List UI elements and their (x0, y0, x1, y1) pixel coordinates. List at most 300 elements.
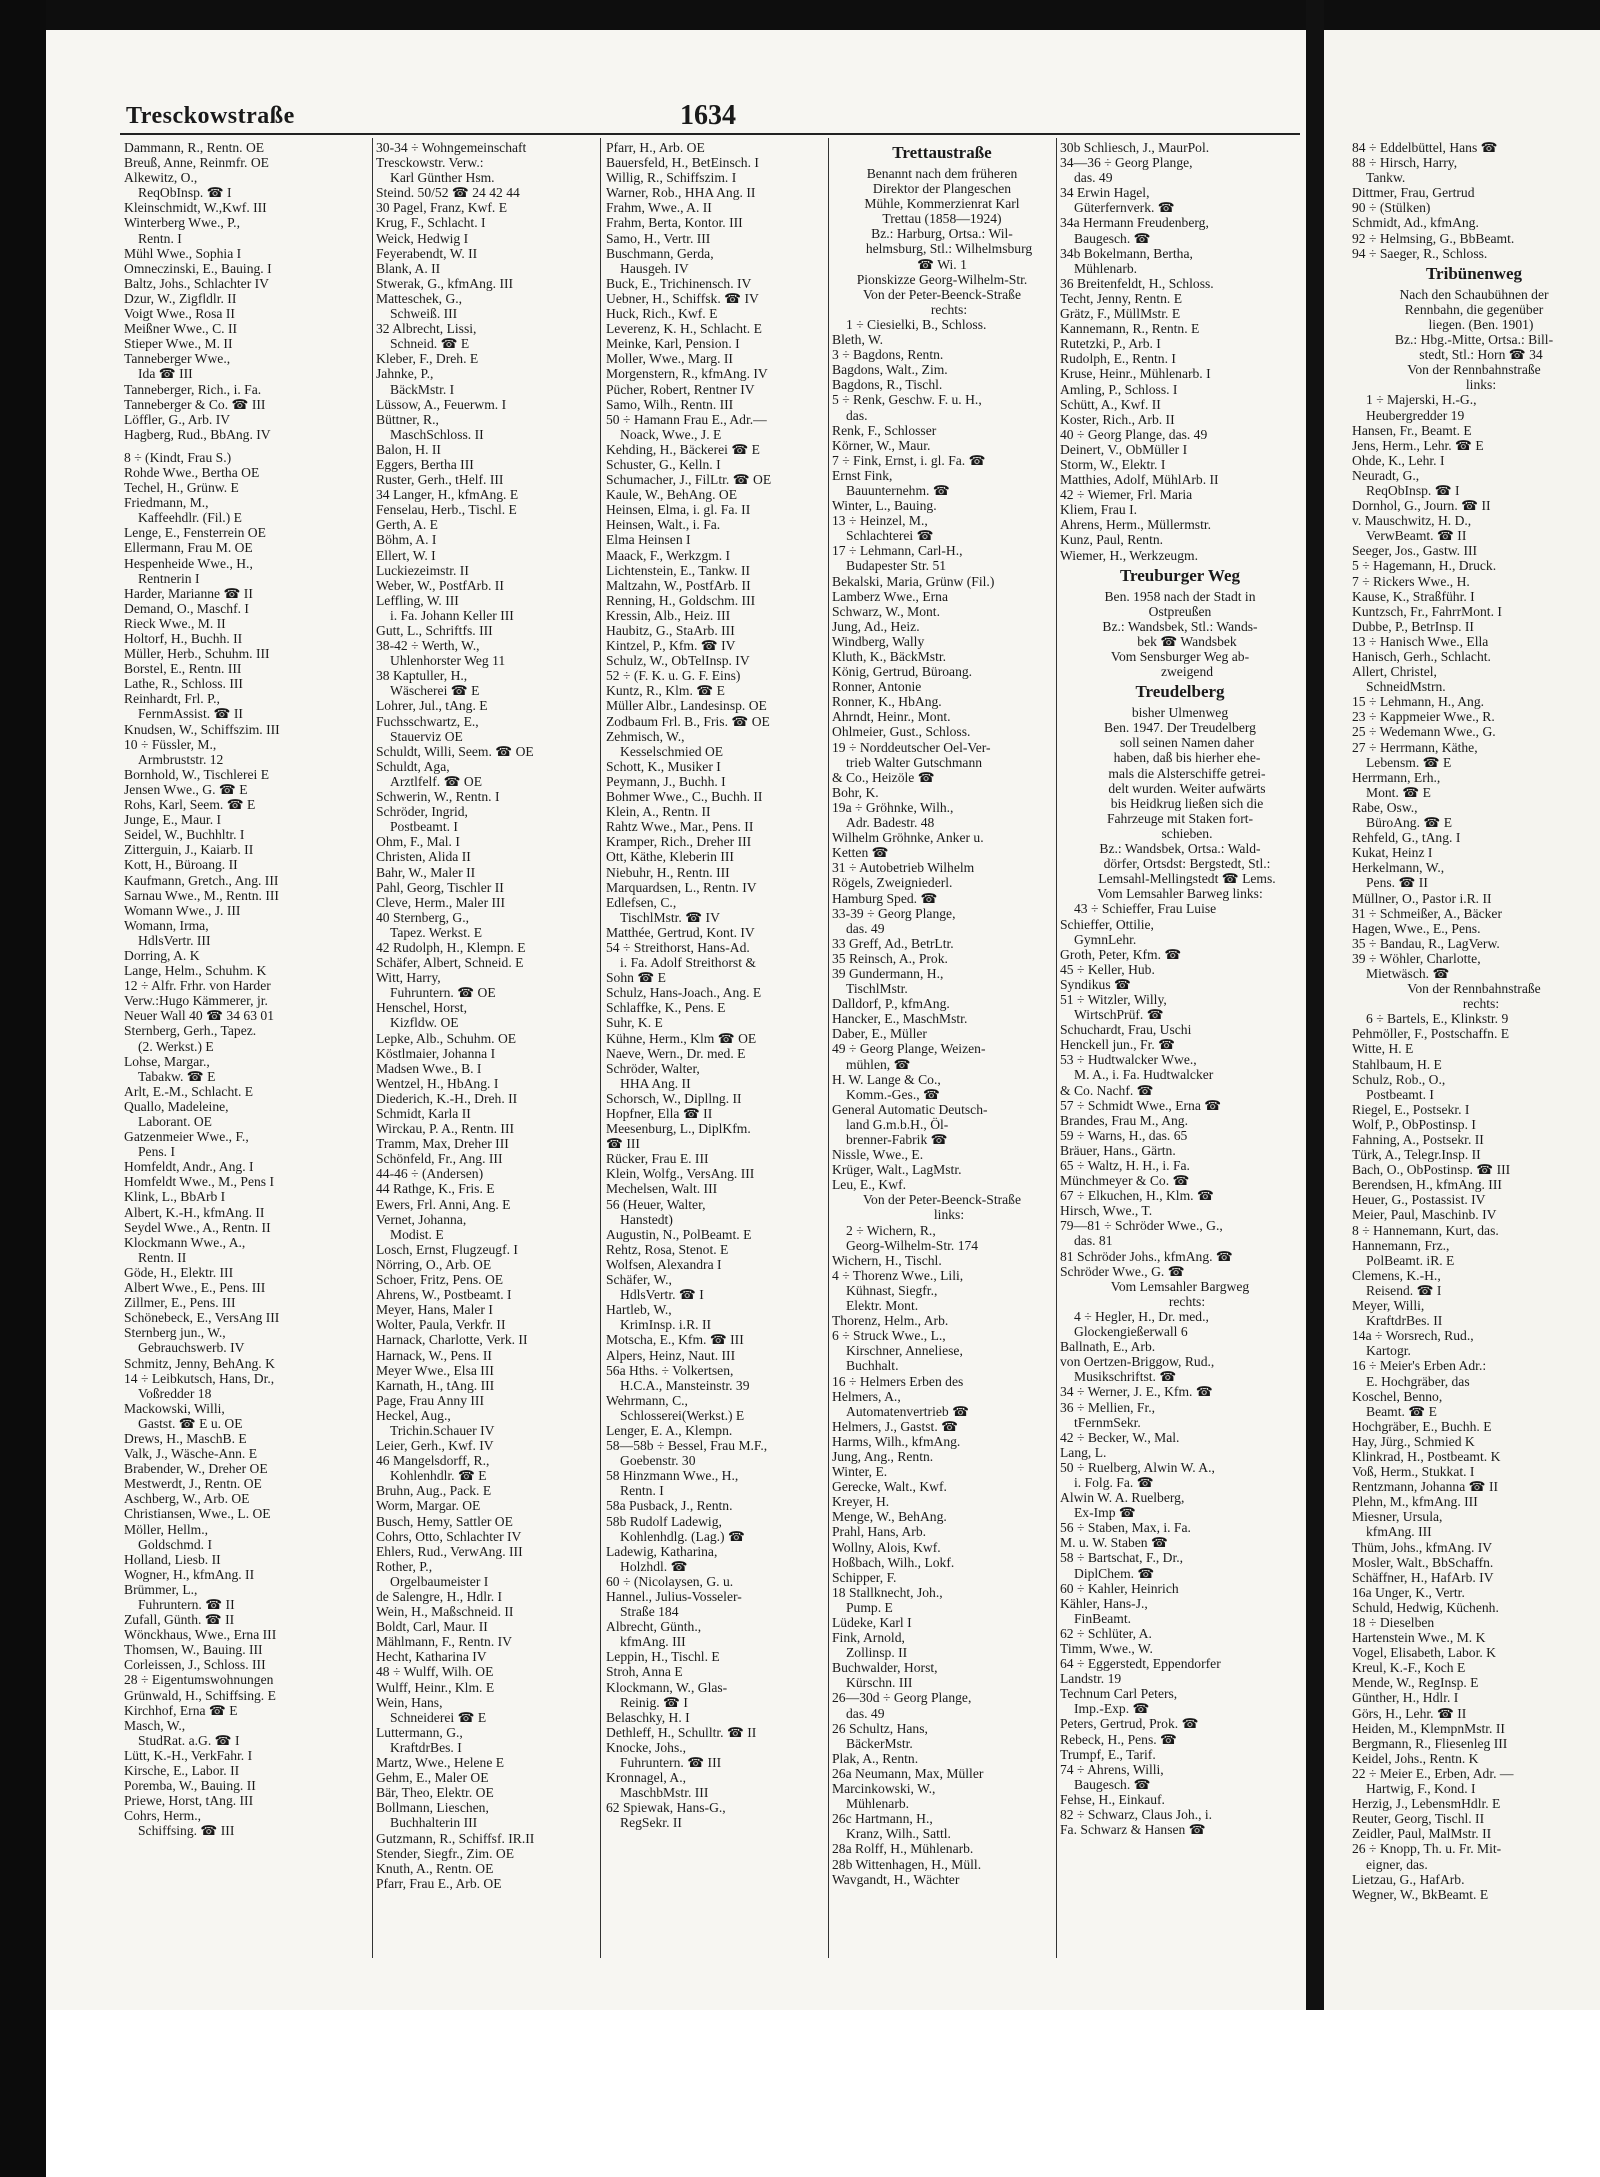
directory-entry-line: Masch, W., (124, 1717, 186, 1733)
directory-entry-line: 65 ÷ Waltz, H. H., i. Fa. (1060, 1158, 1190, 1173)
directory-entry-line: Landstr. 19 (1060, 1671, 1122, 1687)
directory-entry-line: Leffling, W. III (376, 592, 459, 608)
directory-entry-line: Zillmer, E., Pens. III (124, 1295, 236, 1311)
directory-entry-line: H.C.A., Mansteinstr. 39 (620, 1377, 750, 1393)
directory-entry-line: Mählmann, F., Rentn. IV (376, 1634, 512, 1650)
directory-entry-line: Schlaffke, K., Pens. E (606, 1000, 726, 1016)
directory-entry-line: Grätz, F., MüllMstr. E (1060, 306, 1181, 322)
column-divider (600, 138, 601, 1958)
directory-entry-line: Wavgandt, H., Wächter (832, 1871, 960, 1887)
directory-entry-line: Suhr, K. E (606, 1015, 663, 1031)
directory-entry-line: Witt, Harry, (376, 970, 441, 986)
directory-entry-line: Boldt, Carl, Maur. II (376, 1619, 488, 1635)
directory-entry-line: FinBeamt. (1074, 1610, 1132, 1626)
directory-entry-line: 44-46 ÷ (Andersen) (376, 1166, 484, 1182)
directory-entry-line: Schmidt, Karla II (376, 1106, 471, 1121)
directory-entry-line: Bär, Theo, Elektr. OE (376, 1785, 494, 1801)
directory-entry-line: Knocke, Johs., (606, 1739, 687, 1755)
directory-entry-line: Groth, Peter, Kfm. ☎ (1060, 946, 1182, 962)
directory-entry-line: Wentzel, H., HbAng. I (376, 1075, 499, 1091)
column-3 (606, 140, 824, 1955)
directory-entry-line: Keidel, Johs., Rentn. K (1352, 1750, 1479, 1766)
directory-entry-line: Schröder, Ingrid, (376, 804, 468, 820)
directory-entry-line: Belaschky, H. I (606, 1709, 690, 1725)
directory-entry-line: Hartwig, F., Kond. I (1366, 1781, 1476, 1797)
directory-entry-line: i. Folg. Fa. ☎ (1074, 1474, 1154, 1490)
directory-entry-line: KraftdrBes. II (1366, 1313, 1443, 1329)
directory-entry-line: Corleissen, J., Schloss. III (124, 1657, 266, 1673)
directory-entry-line: Orgelbaumeister I (390, 1573, 489, 1589)
directory-entry-line: das. 49 (846, 920, 885, 936)
directory-entry-line: Mühle, Kommerzienrat Karl (864, 196, 1020, 212)
directory-entry-line: Vom Lemsahler Bargweg (1110, 1278, 1250, 1294)
directory-entry-line: Bz.: Hbg.-Mitte, Ortsa.: Bill- (1394, 332, 1554, 348)
directory-entry-line: Ex-Imp ☎ (1074, 1505, 1136, 1521)
directory-entry-line: Komm.-Ges., ☎ (846, 1086, 940, 1102)
directory-entry-line: RegSekr. II (620, 1815, 682, 1831)
directory-entry-line: Luttermann, G., (376, 1724, 463, 1740)
directory-entry-line: Ohde, K., Lehr. I (1352, 452, 1445, 468)
directory-entry-line: Herzig, J., LebensmHdlr. E (1352, 1796, 1501, 1812)
directory-entry-line: Meyer, Hans, Maler I (376, 1302, 493, 1318)
directory-entry-line: Valk, J., Wäsche-Ann. E (124, 1446, 258, 1462)
directory-entry-line: Matthies, Adolf, MühlArb. II (1060, 472, 1219, 488)
directory-entry-line: Wönckhaus, Wwe., Erna III (124, 1627, 277, 1643)
directory-entry-line: Fuhruntern. ☎ III (620, 1755, 722, 1771)
directory-entry-line: Alwin W. A. Ruelberg, (1060, 1490, 1185, 1506)
directory-entry-line: Dittmer, Frau, Gertrud (1352, 185, 1475, 201)
directory-entry-line: 12 ÷ Alfr. Frhr. von Harder (124, 978, 271, 994)
directory-entry-line: Pens. ☎ II (1366, 875, 1428, 891)
directory-entry-line: 64 ÷ Eggerstedt, Eppendorfer (1060, 1656, 1221, 1672)
directory-entry-line: 94 ÷ Saeger, R., Schloss. (1352, 245, 1488, 261)
directory-entry-line: de Salengre, H., Hdlr. I (376, 1589, 503, 1604)
directory-entry-line: Stieper Wwe., M. II (124, 336, 233, 352)
directory-entry-line: BäckMstr. I (390, 381, 455, 397)
directory-entry-line: 36 Breitenfeldt, H., Schloss. (1060, 275, 1214, 291)
directory-entry-line: Stauerviz OE (390, 728, 463, 744)
street-section-title: Treudelberg (1135, 682, 1225, 702)
directory-entry-line: haben, daß bis hierher ehe- (1113, 750, 1261, 766)
directory-entry-line: Jensen Wwe., G. ☎ E (124, 781, 248, 797)
directory-entry-line: Ronner, Antonie (832, 679, 922, 695)
directory-entry-line: Mühlenarb. (1074, 260, 1138, 276)
directory-entry-line: Storm, W., Elektr. I (1060, 456, 1166, 472)
directory-entry-line: Peters, Gertrud, Prok. ☎ (1060, 1716, 1199, 1732)
column-4 (832, 140, 1052, 1955)
directory-entry-line: Lüssow, A., Feuerwm. I (376, 396, 507, 412)
directory-entry-line: Reinhardt, Frl. P., (124, 691, 220, 707)
directory-entry-line: 45 ÷ Keller, Hub. (1060, 961, 1155, 977)
directory-entry-line: Leppin, H., Tischl. E (606, 1649, 720, 1665)
directory-entry-line: Plehn, M., kfmAng. III (1352, 1494, 1478, 1510)
directory-entry-line: Menge, W., BehAng. (832, 1509, 947, 1525)
directory-entry-line: H. W. Lange & Co., (832, 1071, 941, 1087)
directory-entry-line: Voßredder 18 (138, 1385, 212, 1401)
directory-entry-line: Klein, A., Rentn. II (606, 804, 711, 820)
directory-entry-line: Stender, Siegfr., Zim. OE (376, 1845, 515, 1861)
directory-entry-line: 43 ÷ Schieffer, Frau Luise (1074, 901, 1217, 917)
directory-entry-line: Wilhelm Gröhnke, Anker u. (832, 830, 984, 846)
directory-entry-line: Kreyer, H. (832, 1494, 890, 1510)
directory-entry-line: rechts: (1168, 1293, 1206, 1309)
directory-entry-line: Holland, Liesb. II (124, 1551, 221, 1567)
directory-entry-line: 34—36 ÷ Georg Plange, (1060, 155, 1193, 171)
directory-entry-line: Winter, E. (832, 1464, 888, 1480)
directory-entry-line: Harnack, Charlotte, Verk. II (376, 1332, 528, 1348)
directory-entry-line: Warner, Rob., HHA Ang. II (606, 185, 756, 201)
directory-entry-line: Bollmann, Lieschen, (376, 1800, 489, 1816)
directory-entry-line: Bleth, W. (832, 332, 883, 348)
directory-entry-line: Kreul, K.-F., Koch E (1352, 1660, 1466, 1676)
directory-entry-line: Sternberg, Gerh., Tapez. (124, 1023, 257, 1039)
directory-entry-line: schieben. (1161, 825, 1213, 841)
directory-entry-line: Rother, P., (376, 1558, 433, 1574)
directory-entry-line: Womann Wwe., J. III (124, 902, 241, 918)
directory-entry-line: Frahm, Wwe., A. II (606, 200, 712, 216)
directory-entry-line: Gerecke, Walt., Kwf. (832, 1479, 947, 1495)
directory-entry-line: Kirsche, E., Labor. II (124, 1763, 240, 1779)
directory-entry-line: 31 ÷ Autobetrieb Wilhelm (832, 860, 975, 876)
directory-entry-line: Schönfeld, Fr., Ang. III (376, 1151, 503, 1167)
directory-entry-line: Wiemer, H., Werkzeugm. (1060, 547, 1198, 563)
directory-entry-line: Kühne, Herm., Klm ☎ OE (606, 1030, 757, 1046)
directory-entry-line: Schneid. ☎ E (390, 336, 470, 352)
directory-entry-line: 38-42 ÷ Werth, W., (376, 638, 480, 654)
directory-entry-line: Ruster, Gerh., tHelf. III (376, 472, 504, 488)
directory-entry-line: Ellermann, Frau M. OE (124, 540, 253, 556)
directory-entry-line: Tresckowstr. Verw.: (376, 155, 484, 171)
directory-entry-line: bisher Ulmenweg (1131, 705, 1229, 721)
street-section-title: Treuburger Weg (1119, 565, 1241, 585)
directory-entry-line: Hecht, Katharina IV (376, 1649, 487, 1665)
directory-entry-line: 34a Hermann Freudenberg, (1060, 215, 1209, 231)
directory-entry-line: Lepke, Alb., Schuhm. OE (376, 1030, 517, 1046)
directory-entry-line: 17 ÷ Lehmann, Carl-H., (832, 543, 963, 559)
directory-entry-line: Rentnerin I (138, 570, 200, 586)
directory-entry-line: Göde, H., Elektr. III (124, 1264, 234, 1280)
directory-entry-line: König, Gertrud, Büroang. (832, 664, 973, 680)
directory-entry-line: Klinkrad, H., Postbeamt. K (1352, 1448, 1501, 1464)
directory-entry-line: Bz.: Harburg, Ortsa.: Wil- (871, 226, 1013, 242)
directory-entry-line: Fehse, H., Einkauf. (1060, 1791, 1165, 1807)
directory-entry-line: Pionskizze Georg-Wilhelm-Str. (856, 271, 1028, 287)
directory-entry-line: 44 Rathge, K., Fris. E (376, 1181, 495, 1197)
directory-entry-line: soll seinen Namen daher (1119, 735, 1254, 751)
directory-entry-line: Rehtz, Rosa, Stenot. E (606, 1241, 729, 1257)
directory-entry-line: Stahlbaum, H. E (1352, 1056, 1442, 1072)
directory-entry-line: Tanneberger Wwe., (124, 351, 231, 367)
directory-entry-line: Morgenstern, R., kfmAng. IV (606, 366, 768, 382)
directory-entry-line: Reuter, Georg, Tischl. II (1352, 1811, 1485, 1827)
directory-entry-line: Bz.: Wandsbek, Stl.: Wands- (1102, 618, 1258, 634)
directory-entry-line: Fuchsschwartz, E., (376, 713, 479, 729)
directory-entry-line: Kronnagel, A., (606, 1770, 687, 1786)
directory-entry-line: StudRat. a.G. ☎ I (138, 1732, 240, 1748)
directory-entry-line: Wirckau, P. A., Rentn. III (376, 1121, 515, 1137)
directory-entry-line: Lang, L. (1060, 1444, 1107, 1460)
directory-entry-line: Hannemann, Frz., (1352, 1237, 1450, 1253)
directory-entry-line: kfmAng. III (1366, 1524, 1432, 1540)
directory-entry-line: links: (933, 1207, 965, 1223)
directory-entry-line: Gebrauchswerb. IV (138, 1340, 245, 1356)
directory-entry-line: Buchhalterin III (390, 1815, 478, 1831)
directory-entry-line: Willig, R., Schiffszim. I (606, 170, 737, 186)
directory-entry-line: Kott, H., Büroang. II (124, 857, 238, 873)
directory-entry-line: 18 ÷ Dieselben (1352, 1615, 1435, 1630)
directory-entry-line: 90 ÷ (Stülken) (1352, 200, 1431, 216)
directory-entry-line: Samo, H., Vertr. III (606, 230, 711, 246)
directory-entry-line: bek ☎ Wandsbek (1137, 633, 1237, 649)
directory-entry-line: Kliem, Frau I. (1060, 502, 1138, 518)
directory-entry-line: Voß, Herm., Stukkat. I (1352, 1464, 1475, 1480)
directory-entry-line: 58b Rudolf Ladewig, (606, 1513, 722, 1529)
directory-entry-line: 34 ÷ Werner, J. E., Kfm. ☎ (1060, 1384, 1213, 1400)
directory-entry-line: 15 ÷ Lehmann, H., Ang. (1352, 694, 1485, 710)
directory-entry-line: 26c Hartmann, H., (832, 1811, 933, 1827)
directory-entry-line: Tabakw. ☎ E (138, 1068, 216, 1084)
directory-entry-line: 40 ÷ Georg Plange, das. 49 (1060, 426, 1208, 442)
directory-entry-line: Gutzmann, R., Schiffsf. IR.II (376, 1830, 535, 1846)
directory-entry-line: Alpers, Heinz, Naut. III (606, 1347, 736, 1363)
directory-entry-line: Wehrmann, C., (606, 1392, 688, 1408)
directory-entry-line: 8 ÷ Hannemann, Kurt, das. (1352, 1222, 1499, 1238)
directory-entry-line: PolBeamt. iR. E (1366, 1252, 1455, 1268)
directory-entry-line: Losch, Ernst, Flugzeugf. I (376, 1241, 518, 1257)
directory-entry-line: Mackowski, Willi, (124, 1400, 225, 1416)
directory-entry-line: Schwerin, W., Rentn. I (376, 789, 500, 805)
directory-entry-line: Hancker, E., MaschMstr. (832, 1011, 968, 1027)
directory-entry-line: Von der Rennbahnstraße (1407, 981, 1541, 997)
directory-entry-line: Schulz, Hans-Joach., Ang. E (606, 985, 762, 1001)
directory-entry-line: Aschberg, W., Arb. OE (124, 1491, 250, 1507)
directory-entry-line: Schuchardt, Frau, Uschi (1060, 1022, 1192, 1038)
directory-entry-line: BäckerMstr. (846, 1735, 913, 1751)
directory-entry-line: Meyer, Willi, (1352, 1298, 1425, 1314)
directory-entry-line: Hay, Jürg., Schmied K (1352, 1433, 1475, 1449)
directory-entry-line: Plak, A., Rentn. (832, 1750, 919, 1766)
directory-entry-line: Lütt, K.-H., VerkFahr. I (124, 1747, 253, 1763)
directory-entry-line: Helmers, A., (832, 1388, 901, 1404)
directory-entry-line: Winter, L., Bauing. (832, 498, 937, 514)
directory-entry-line: Kranz, Wilh., Sattl. (846, 1826, 951, 1842)
directory-entry-line: Dubbe, P., BetrInsp. II (1352, 618, 1474, 634)
directory-entry-line: 33-39 ÷ Georg Plange, (832, 905, 956, 921)
directory-entry-line: Lohse, Margar., (124, 1053, 210, 1069)
directory-entry-line: Ketten ☎ (832, 845, 889, 861)
directory-entry-line: Meißner Wwe., C. II (124, 321, 237, 337)
directory-entry-line: Krüger, Walt., LagMstr. (832, 1162, 962, 1178)
directory-entry-line: Frahm, Berta, Kontor. III (606, 215, 743, 231)
directory-entry-line: Naeve, Wern., Dr. med. E (606, 1045, 746, 1061)
directory-entry-line: Kramper, Rich., Dreher III (606, 834, 752, 850)
directory-entry-line: Laborant. OE (138, 1114, 212, 1129)
directory-entry-line: Weber, W., PostfArb. II (376, 577, 504, 593)
directory-entry-line: Fa. Schwarz & Hansen ☎ (1060, 1822, 1206, 1838)
directory-entry-line: Ida ☎ III (138, 366, 193, 382)
directory-entry-line: Hirsch, Wwe., T. (1060, 1203, 1153, 1219)
directory-entry-line: 27 ÷ Herrmann, Käthe, (1352, 739, 1478, 755)
directory-entry-line: das. 49 (1074, 170, 1113, 186)
directory-entry-line: Diederich, K.-H., Dreh. II (376, 1090, 518, 1106)
directory-entry-line: Bagdons, R., Tischl. (832, 377, 943, 393)
column-divider (1056, 138, 1057, 1958)
directory-entry-line: 26 Schultz, Hans, (832, 1720, 928, 1736)
directory-entry-line: Brabender, W., Dreher OE (124, 1461, 268, 1477)
directory-entry-line: Schmidt, Ad., kfmAng. (1352, 215, 1479, 231)
directory-entry-line: i. Fa. Adolf Streithorst & (620, 955, 756, 971)
directory-entry-line: Noack, Wwe., J. E (620, 426, 722, 442)
directory-entry-line: Dornhol, G., Journ. ☎ II (1352, 498, 1491, 514)
directory-entry-line: Wolfsen, Alexandra I (606, 1256, 722, 1272)
directory-entry-line: Pump. E (846, 1599, 893, 1615)
directory-entry-line: Wolter, Paula, Verkfr. II (376, 1317, 506, 1333)
directory-entry-line: Rohs, Karl, Seem. ☎ E (124, 797, 256, 813)
directory-entry-line: Rudolph, E., Rentn. I (1060, 351, 1176, 367)
directory-entry-line: 59 ÷ Warns, H., das. 65 (1060, 1127, 1188, 1143)
directory-entry-line: Kunz, Paul, Rentn. (1060, 532, 1164, 548)
directory-entry-line: Kannemann, R., Rentn. E (1060, 321, 1200, 337)
running-head-street: Tresckowstraße (126, 103, 295, 129)
directory-entry-line: 57 ÷ Schmidt Wwe., Erna ☎ (1060, 1097, 1222, 1113)
directory-entry-line: Glockengießerwall 6 (1074, 1324, 1188, 1340)
directory-entry-line: Huck, Rich., Kwf. E (606, 306, 718, 322)
directory-entry-line: Bornhold, W., Tischlerei E (124, 766, 270, 782)
directory-entry-line: Buck, E., Trichinensch. IV (606, 275, 752, 291)
spacer (124, 442, 366, 450)
directory-entry-line: Ahrndt, Heinr., Mont. (832, 709, 951, 725)
directory-entry-line: Büttner, R., (376, 411, 439, 427)
directory-entry-line: 79—81 ÷ Schröder Wwe., G., (1060, 1218, 1223, 1234)
directory-entry-line: 16a Unger, K., Vertr. (1352, 1584, 1465, 1600)
directory-entry-line: Martz, Wwe., Helene E (376, 1755, 505, 1771)
directory-entry-line: Verw.:Hugo Kämmerer, jr. (124, 993, 268, 1009)
directory-entry-line: Mühl Wwe., Sophia I (124, 245, 242, 261)
directory-entry-line: Demand, O., Maschf. I (124, 600, 249, 616)
directory-entry-line: Klockmann, W., Glas- (606, 1679, 728, 1695)
directory-entry-line: Schäfer, Albert, Schneid. E (376, 955, 524, 971)
directory-entry-line: Dethleff, H., Schulltr. ☎ II (606, 1724, 757, 1740)
directory-entry-line: 30-34 ÷ Wohngemeinschaft (376, 140, 527, 155)
directory-entry-line: Von der Peter-Beenck-Straße (862, 1192, 1021, 1208)
directory-entry-line: Dorring, A. K (124, 947, 200, 963)
directory-entry-line: 40 Sternberg, G., (376, 909, 470, 925)
directory-entry-line: 10 ÷ Füssler, M., (124, 736, 217, 752)
directory-entry-line: Rahtz Wwe., Mar., Pens. II (606, 819, 754, 835)
directory-entry-line: HdlsVertr. III (138, 932, 211, 948)
directory-entry-line: Trettau (1858—1924) (882, 211, 1002, 227)
directory-entry-line: Mende, W., RegInsp. E (1352, 1675, 1479, 1691)
directory-entry-line: Kluth, K., BäckMstr. (832, 649, 947, 664)
directory-entry-line: Goebenstr. 30 (620, 1453, 696, 1469)
directory-entry-line: Berendsen, H., kfmAng. III (1352, 1177, 1502, 1193)
directory-entry-line: Pfarr, H., Arb. OE (606, 140, 705, 155)
directory-entry-line: 46 Mangelsdorff, R., (376, 1453, 490, 1469)
directory-entry-line: 54 ÷ Streithorst, Hans-Ad. (606, 939, 750, 955)
directory-entry-line: Seeger, Jos., Gastw. III (1352, 543, 1478, 559)
directory-entry-line: Amling, P., Schloss. I (1060, 381, 1178, 397)
directory-entry-line: 81 Schröder Johs., kfmAng. ☎ (1060, 1248, 1233, 1264)
directory-entry-line: Nörring, O., Arb. OE (376, 1256, 492, 1272)
directory-entry-line: 34 Erwin Hagel, (1060, 185, 1150, 201)
directory-entry-line: Voigt Wwe., Rosa II (124, 306, 235, 322)
directory-entry-line: liegen. (Ben. 1901) (1428, 316, 1534, 332)
directory-entry-line: Niebuhr, H., Rentn. III (606, 864, 730, 880)
directory-entry-line: zweigend (1160, 664, 1214, 680)
directory-entry-line: M. u. W. Staben ☎ (1060, 1535, 1168, 1551)
directory-entry-line: 19a ÷ Gröhnke, Wilh., (832, 799, 954, 815)
directory-entry-line: Albert, K.-H., kfmAng. II (124, 1204, 265, 1220)
directory-entry-line: Hochgräber, E., Buchh. E (1352, 1418, 1492, 1434)
directory-entry-line: Harms, Wilh., kfmAng. (832, 1433, 961, 1449)
directory-entry-line: Schulz, W., ObTelInsp. IV (606, 653, 750, 669)
directory-entry-line: Herrmann, Erh., (1352, 769, 1441, 785)
directory-entry-line: 2 ÷ Wichern, R., (846, 1222, 936, 1238)
directory-entry-line: Hoßbach, Wilh., Lokf. (832, 1554, 955, 1570)
directory-entry-line: Holtorf, H., Buchh. II (124, 631, 243, 646)
directory-entry-line: Kuntz, R., Klm. ☎ E (606, 683, 725, 699)
directory-entry-line: Schuld, Hedwig, Küchenh. (1352, 1599, 1499, 1615)
directory-entry-line: Techel, H., Grünw. E (124, 480, 239, 496)
directory-entry-line: Kizfldw. OE (390, 1015, 459, 1031)
directory-entry-line: Kirschner, Anneliese, (846, 1343, 963, 1359)
directory-entry-line: Hausgeh. IV (620, 260, 689, 276)
column-2 (376, 140, 596, 1955)
directory-entry-line: Bohmer Wwe., C., Buchh. II (606, 789, 763, 805)
directory-entry-line: 58 Hinzmann Wwe., H., (606, 1468, 739, 1484)
directory-entry-line: Schuldt, Aga, (376, 758, 450, 774)
directory-entry-line: Budapester Str. 51 (846, 558, 947, 574)
directory-entry-line: Daber, E., Müller (832, 1026, 927, 1042)
directory-entry-line: Trichin.Schauer IV (390, 1422, 495, 1438)
directory-entry-line: Hannel., Julius-Vosseler- (606, 1589, 742, 1604)
directory-entry-line: 82 ÷ Schwarz, Claus Joh., i. (1060, 1807, 1213, 1823)
directory-entry-line: Christiansen, Wwe., L. OE (124, 1506, 271, 1522)
directory-entry-line: 58—58b ÷ Bessel, Frau M.F., (606, 1438, 768, 1454)
directory-entry-line: Fenselau, Herb., Tischl. E (376, 502, 517, 518)
directory-entry-line: 34b Bokelmann, Bertha, (1060, 245, 1193, 261)
directory-entry-line: Bruhn, Aug., Pack. E (376, 1483, 492, 1499)
directory-entry-line: Jens, Herm., Lehr. ☎ E (1352, 437, 1484, 453)
directory-entry-line: Türk, A., Telegr.Insp. II (1352, 1147, 1481, 1163)
directory-entry-line: Bach, O., ObPostinsp. ☎ III (1352, 1162, 1511, 1178)
directory-entry-line: Kruse, Heinr., Mühlenarb. I (1060, 366, 1211, 382)
directory-entry-line: helmsburg, Stl.: Wilhelmsburg (865, 241, 1033, 257)
directory-entry-line: Schott, K., Musiker I (606, 758, 721, 774)
directory-entry-line: 13 ÷ Hanisch Wwe., Ella (1352, 633, 1489, 649)
directory-entry-line: Friedmann, M., (124, 495, 209, 511)
directory-entry-line: Zeidler, Paul, MalMstr. II (1352, 1826, 1492, 1842)
directory-entry-line: M. A., i. Fa. Hudtwalcker (1074, 1067, 1214, 1083)
directory-entry-line: Lohrer, Jul., tAng. E (376, 698, 488, 714)
directory-entry-line: Schorsch, W., Dipllng. II (606, 1090, 742, 1106)
directory-entry-line: 30 Pagel, Franz, Kwf. E (376, 200, 507, 216)
directory-entry-line: Leier, Gerh., Kwf. IV (376, 1438, 494, 1454)
directory-entry-line: Ladewig, Katharina, (606, 1543, 718, 1559)
directory-entry-line: Elma Heinsen I (606, 532, 691, 548)
directory-entry-line: 28 ÷ Eigentumswohnungen (124, 1672, 274, 1688)
directory-entry-line: Kause, K., Straßführ. I (1352, 588, 1475, 604)
directory-entry-line: Münchmeyer & Co. ☎ (1060, 1173, 1190, 1189)
directory-entry-line: Fahning, A., Postsekr. II (1352, 1132, 1484, 1147)
directory-entry-line: Schuldt, Willi, Seem. ☎ OE (376, 743, 534, 759)
directory-entry-line: Vogel, Elisabeth, Labor. K (1352, 1645, 1496, 1661)
directory-entry-line: Cohrs, Herm., (124, 1808, 202, 1824)
directory-entry-line: 14 ÷ Leibkutsch, Hans, Dr., (124, 1370, 275, 1386)
header-rule (120, 133, 1300, 135)
directory-entry-line: Cohrs, Otto, Schlachter IV (376, 1528, 522, 1544)
directory-entry-line: Kleber, F., Dreh. E (376, 351, 479, 367)
